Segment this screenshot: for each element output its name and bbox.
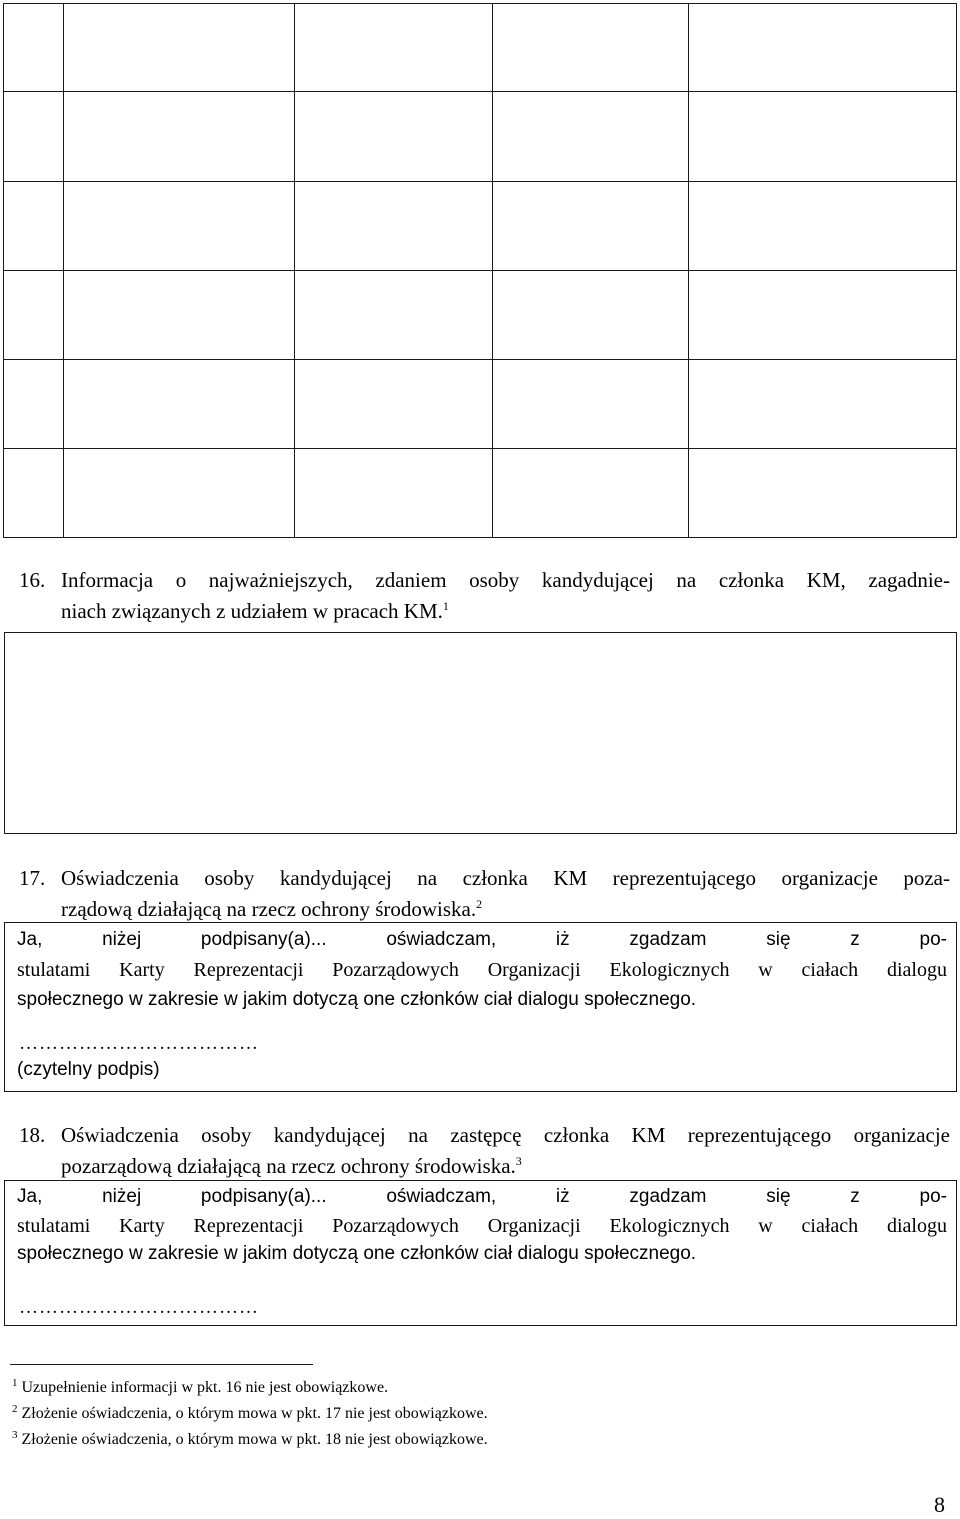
footnote-separator (10, 1364, 313, 1365)
table-row-divider (3, 270, 957, 271)
table-row-divider (3, 181, 957, 182)
section-16-answer-box[interactable] (4, 632, 957, 834)
section-17-number: 17. (19, 866, 46, 890)
section-17-signature-label: (czytelny podpis) (17, 1059, 160, 1080)
page-number: 8 (934, 1492, 945, 1517)
table-border-bottom (3, 537, 957, 538)
footnote-1: $^1$ Uzupełnienie informacji w pkt. 16 nie jest obowiązkowe. (12, 1377, 389, 1396)
section-18-title-line-2: pozarządową działającą na rzecz ochrony środowiska.$^3$ (61, 1154, 522, 1178)
footnote-ref-3: 3 (515, 1154, 522, 1168)
table-border-top (3, 3, 957, 4)
table-row-divider (3, 448, 957, 449)
footnote-2: $^2$ Złożenie oświadczenia, o którym mowa w pkt. 17 nie jest obowiązkowe. (12, 1403, 488, 1422)
section-16-title-line-2: niach związanych z udziałem w pracach KM.$^1$ (61, 599, 449, 623)
section-16-title-line-1: Informacja o najważniejszych, zdaniem osoby kandydującej na członka KM, zagadnie- (61, 568, 950, 592)
section-18-number: 18. (19, 1123, 46, 1147)
section-17-declaration-line-3: społecznego w zakresie w jakim dotyczą one członków ciał dialogu społecznego. (17, 989, 697, 1010)
section-17-declaration-box (4, 922, 957, 1092)
footnote-ref-2: 2 (476, 897, 483, 911)
section-16-number: 16. (19, 568, 46, 592)
section-18-declaration-box (4, 1180, 957, 1326)
footnote-ref-1: 1 (442, 599, 449, 613)
section-17-title-line-1: Oświadczenia osoby kandydującej na członka KM reprezentującego organizacje poza- (61, 866, 950, 890)
section-18-declaration-line-1: Ja, niżej podpisany(a)... oświadczam, iż zgadzam się z po- (17, 1186, 947, 1207)
section-18-signature-line: ……………………………… (19, 1297, 259, 1318)
section-17-title-line-2: rządową działającą na rzecz ochrony środowiska.$^2$ (61, 897, 483, 921)
section-18-title-line-1: Oświadczenia osoby kandydującej na zastępcę członka KM reprezentującego organizacje (61, 1123, 950, 1147)
section-18-declaration-line-2: stulatami Karty Reprezentacji Pozarządowych Organizacji Ekologicznych w ciałach dialogu (17, 1215, 947, 1237)
section-17-signature-line: ……………………………… (19, 1033, 259, 1054)
table-row-divider (3, 91, 957, 92)
footnote-3: $^3$ Złożenie oświadczenia, o którym mowa w pkt. 18 nie jest obowiązkowe. (12, 1429, 488, 1448)
section-17-declaration-line-1: Ja, niżej podpisany(a)... oświadczam, iż zgadzam się z po- (17, 929, 947, 950)
table-row-divider (3, 359, 957, 360)
section-18-declaration-line-3: społecznego w zakresie w jakim dotyczą one członków ciał dialogu społecznego. (17, 1243, 697, 1264)
section-17-declaration-line-2: stulatami Karty Reprezentacji Pozarządowych Organizacji Ekologicznych w ciałach dialogu (17, 959, 947, 981)
